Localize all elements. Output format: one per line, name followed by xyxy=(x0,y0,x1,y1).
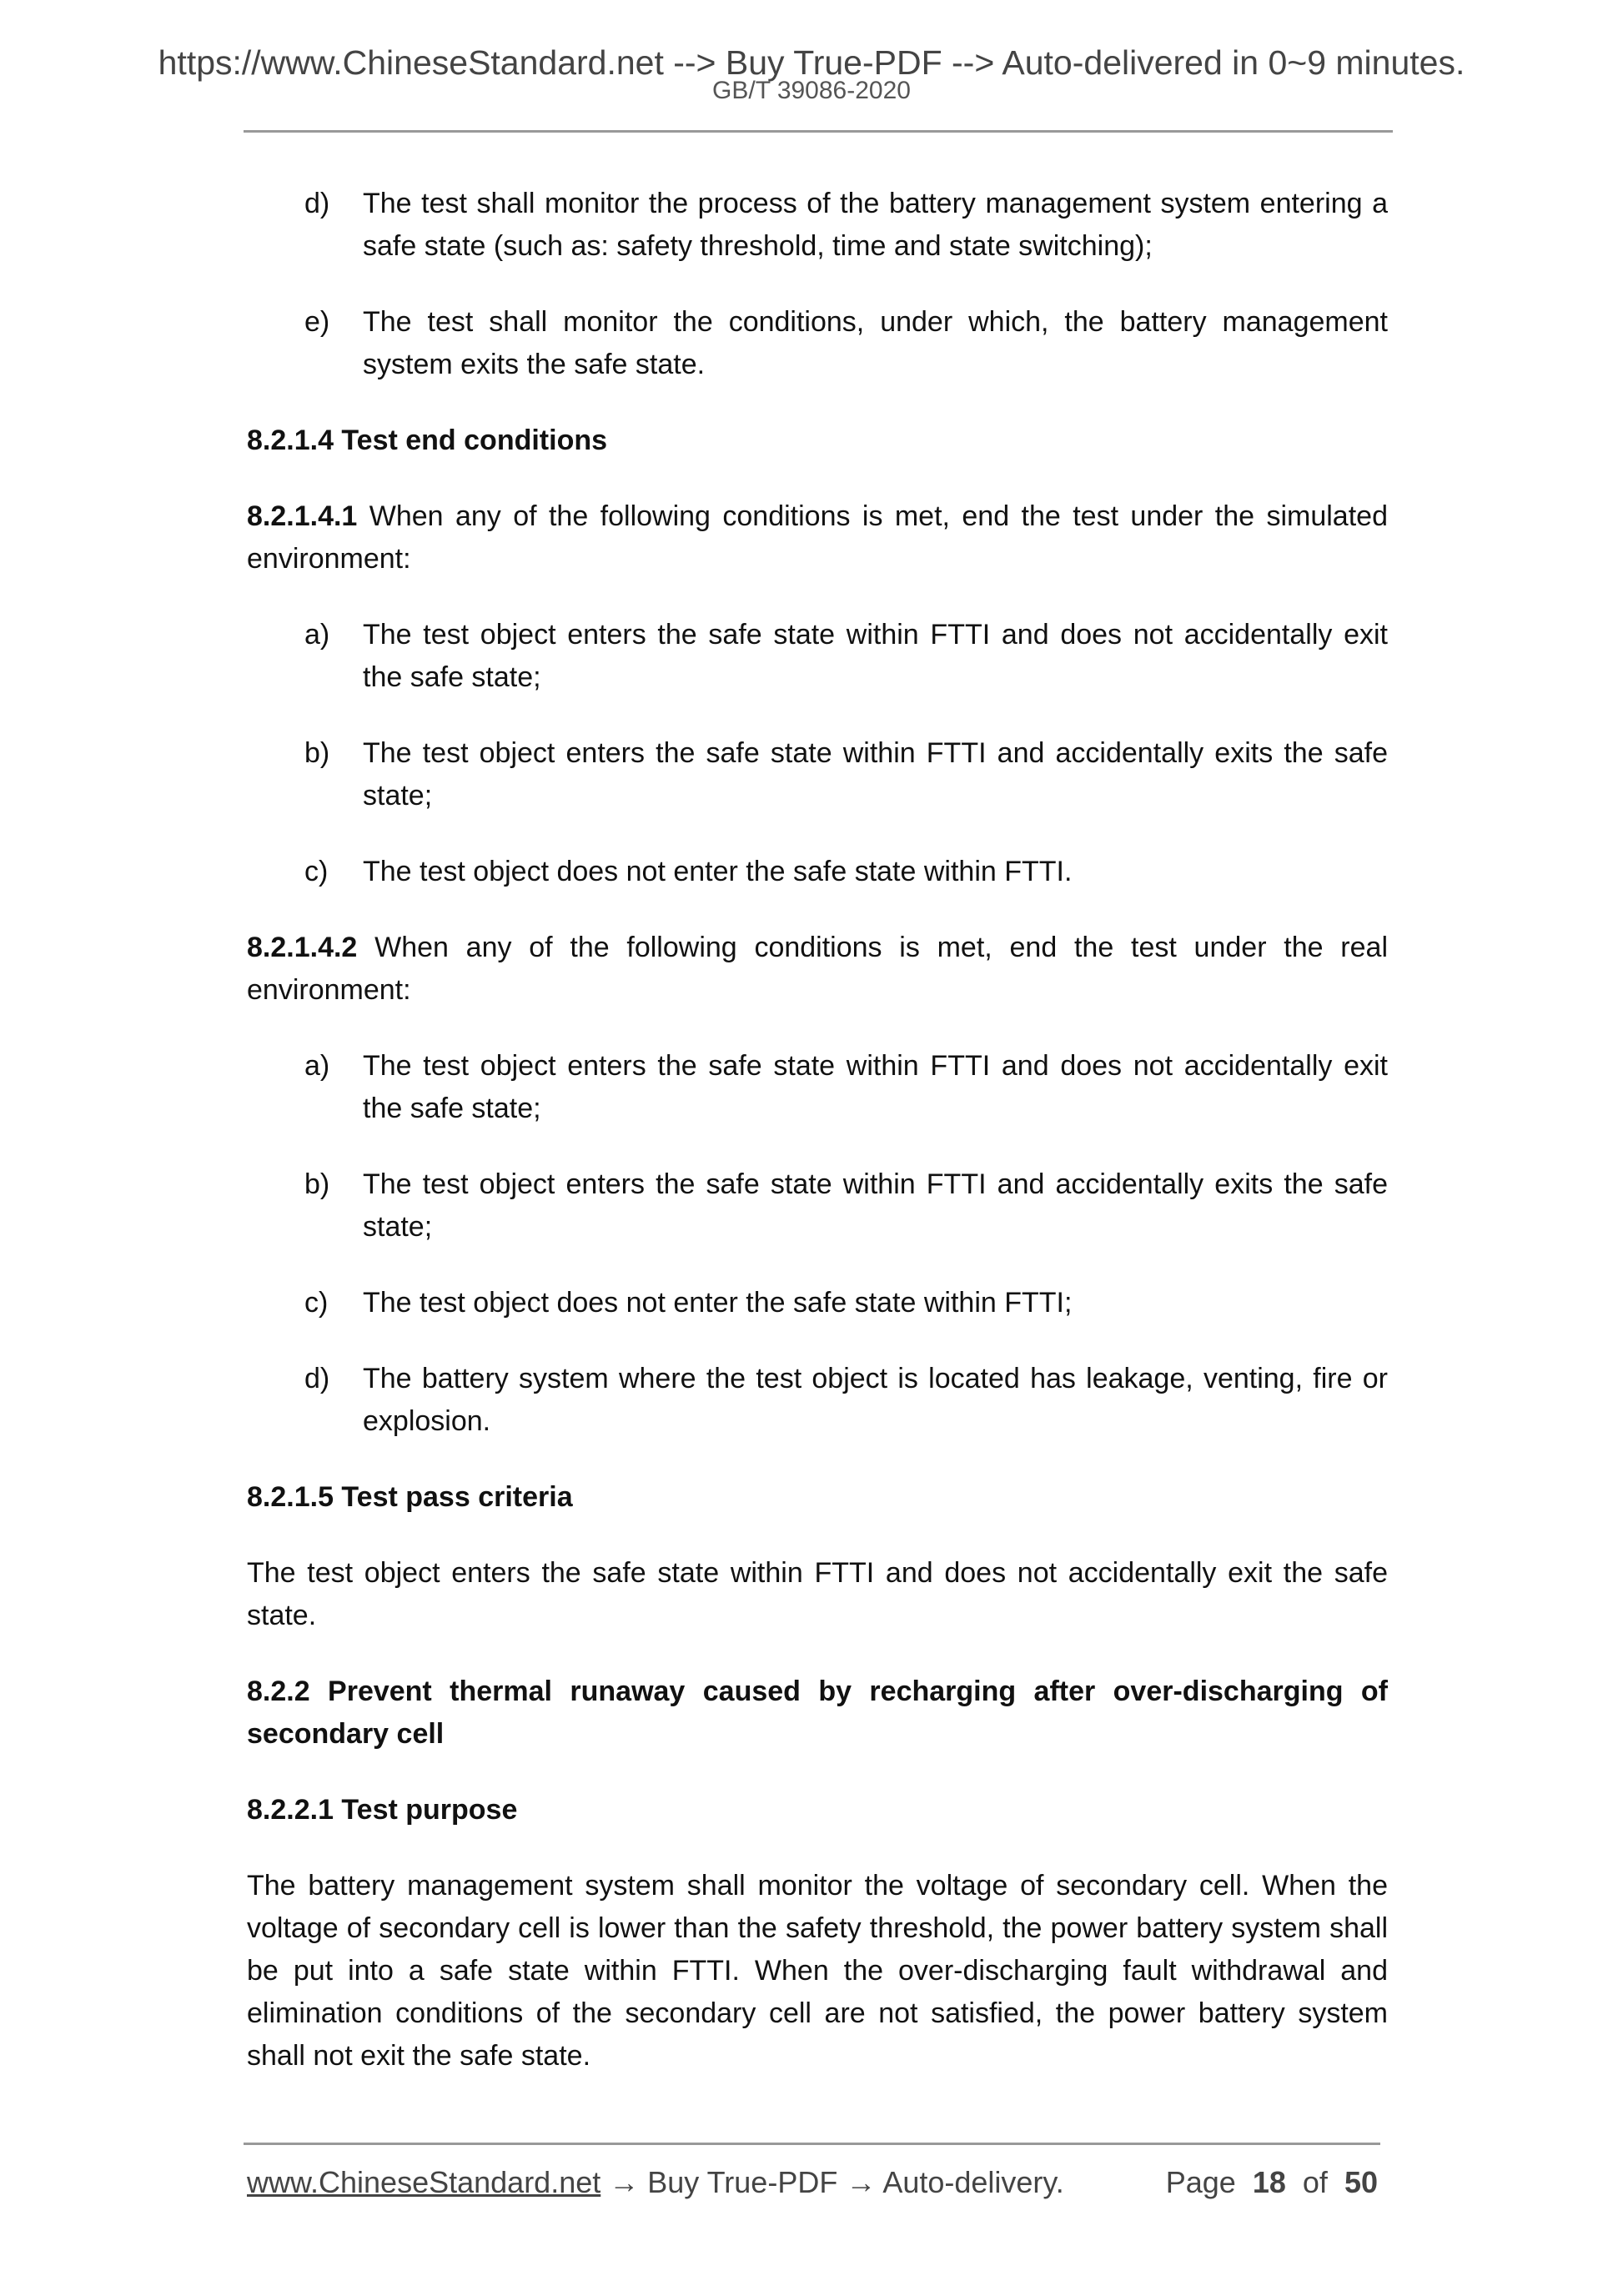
section-heading: 8.2.1.5 Test pass criteria xyxy=(247,1481,573,1513)
item-text: The test object enters the safe state within FTTI and accidentally exits the safe state; xyxy=(363,737,1388,811)
list-item xyxy=(247,851,1388,893)
footer-site-link[interactable]: www.ChineseStandard.net xyxy=(247,2165,601,2199)
item-label: b) xyxy=(304,737,330,769)
of-word: of xyxy=(1302,2165,1328,2199)
item-text: The test shall monitor the process of the battery management system entering a safe state (such as: safety threshold, time and state switching); xyxy=(363,188,1388,262)
item-text: The test object enters the safe state within FTTI and does not accidentally exit the safe state; xyxy=(363,1050,1388,1124)
list-item xyxy=(247,1163,1388,1248)
clause-number: 8.2.1.4.2 xyxy=(247,932,358,963)
list-item xyxy=(247,1358,1388,1443)
item-label: c) xyxy=(304,1287,329,1319)
item-text: The test shall monitor the conditions, under which, the battery management system exits the safe state. xyxy=(363,306,1388,380)
list-item xyxy=(247,1045,1388,1130)
list-item xyxy=(247,614,1388,699)
page-number: 18 xyxy=(1252,2165,1286,2199)
item-label: d) xyxy=(304,1363,330,1394)
header-promo-link[interactable]: https://www.ChineseStandard.net --> Buy True-PDF --> Auto-delivered in 0~9 minutes. xyxy=(158,43,1465,82)
page-word: Page xyxy=(1165,2165,1236,2199)
item-text: The battery system where the test object is located has leakage, venting, fire or explosion. xyxy=(363,1363,1388,1437)
item-label: a) xyxy=(304,619,330,651)
list-item xyxy=(247,732,1388,817)
item-label: d) xyxy=(304,188,330,219)
item-text: The test object does not enter the safe state within FTTI. xyxy=(363,856,1073,887)
list-item xyxy=(247,183,1388,268)
item-label: b) xyxy=(304,1168,330,1200)
item-text: The test object enters the safe state within FTTI and does not accidentally exit the safe state; xyxy=(363,619,1388,693)
section-heading: 8.2.1.4 Test end conditions xyxy=(247,425,608,456)
list-item xyxy=(247,1282,1388,1324)
clause-paragraph xyxy=(247,927,1388,1012)
clause-paragraph xyxy=(247,495,1388,580)
page-total: 50 xyxy=(1344,2165,1378,2199)
header-divider xyxy=(244,130,1393,133)
page-indicator xyxy=(1166,2165,1378,2200)
footer-divider xyxy=(244,2143,1380,2145)
footer xyxy=(247,2165,1381,2200)
body-paragraph: The test object enters the safe state within FTTI and does not accidentally exit the safe state. xyxy=(247,1557,1388,1631)
standard-code: GB/T 39086-2020 xyxy=(712,77,911,104)
clause-text: When any of the following conditions is met, end the test under the simulated environment: xyxy=(247,500,1388,575)
item-label: a) xyxy=(304,1050,330,1082)
section-heading: 8.2.2 Prevent thermal runaway caused by recharging after over-discharging of secondary cell xyxy=(247,1676,1388,1750)
clause-number: 8.2.1.4.1 xyxy=(247,500,358,532)
body-paragraph: The battery management system shall monitor the voltage of secondary cell. When the voltage of secondary cell is lower than the safety threshold, the power battery system shall be put into a safe state within FTTI. When the over-discharging fault withdrawal and elimination conditions of the secondary cell are not satisfied, the power battery system shall not exit the safe state. xyxy=(247,1870,1388,2072)
section-heading: 8.2.2.1 Test purpose xyxy=(247,1794,518,1826)
list-item xyxy=(247,301,1388,386)
item-label: c) xyxy=(304,856,329,887)
clause-text: When any of the following conditions is met, end the test under the real environment: xyxy=(247,932,1388,1006)
item-text: The test object does not enter the safe state within FTTI; xyxy=(363,1287,1073,1319)
item-text: The test object enters the safe state within FTTI and accidentally exits the safe state; xyxy=(363,1168,1388,1243)
footer-promo-text: → Buy True-PDF → Auto-delivery. xyxy=(600,2165,1064,2199)
document-body xyxy=(247,183,1388,2111)
item-label: e) xyxy=(304,306,330,338)
